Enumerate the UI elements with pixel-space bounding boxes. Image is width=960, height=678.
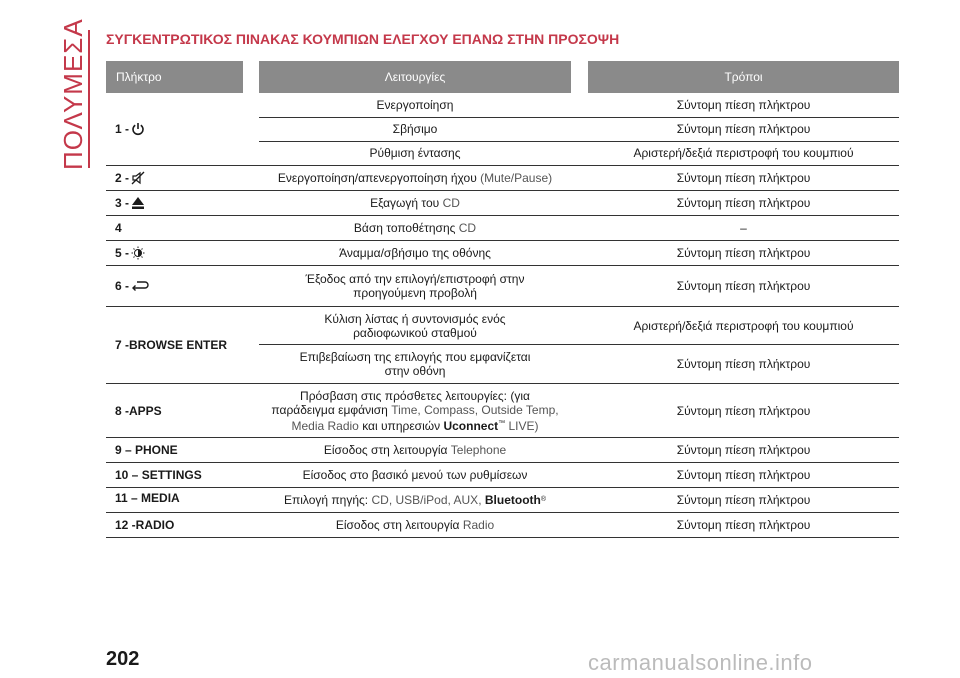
r1-mode-a: Σύντομη πίεση πλήκτρου: [676, 98, 811, 112]
section-divider: [88, 30, 90, 168]
r7-func-a: Κύλιση λίστας ή συντονισμός ενός ραδιοφωνικού σταθμού: [324, 311, 506, 340]
key-12: 12 -RADIO: [115, 518, 175, 532]
r8-func: Πρόσβαση στις πρόσθετες λειτουργίες: (για παράδειγμα εμφάνιση Time, Compass, Outside Temp, Media Radio και υπηρεσιών Uconnect™ LIVE): [271, 388, 559, 433]
r10-mode: Σύντομη πίεση πλήκτρου: [676, 468, 811, 482]
page-number: 202: [106, 648, 140, 670]
r7-mode-b: Σύντομη πίεση πλήκτρου: [676, 357, 811, 371]
display-icon: [131, 246, 145, 260]
key-5: 5 -: [115, 241, 245, 265]
header-mode: Τρόποι: [588, 61, 899, 93]
back-icon: [131, 280, 149, 292]
key-4: 4: [115, 221, 122, 235]
row-divider: [106, 537, 899, 538]
r5-func: Άναμμα/σβήσιμο της οθόνης: [339, 246, 491, 260]
r2-mode: Σύντομη πίεση πλήκτρου: [676, 171, 811, 185]
key-2: 2 -: [115, 166, 245, 190]
eject-icon: [131, 196, 145, 210]
header-key: Πλήκτρο: [106, 61, 243, 93]
r4-func: Βάση τοποθέτησης CD: [353, 221, 477, 235]
r11-mode: Σύντομη πίεση πλήκτρου: [676, 493, 811, 507]
r10-func: Είσοδος στο βασικό μενού των ρυθμίσεων: [302, 468, 528, 482]
power-icon: [131, 122, 145, 136]
section-tab-label: ΠΟΛΥΜΕΣΑ: [58, 18, 88, 170]
watermark: carmanualsonline.info: [588, 650, 813, 675]
r8-mode: Σύντομη πίεση πλήκτρου: [676, 403, 811, 418]
r7-mode-a: Αριστερή/δεξιά περιστροφή του κουμπιού: [633, 318, 854, 333]
key-6: 6 -: [115, 266, 245, 306]
key-7: 7 -BROWSE ENTER: [115, 338, 228, 352]
r9-mode: Σύντομη πίεση πλήκτρου: [676, 443, 811, 457]
r12-func: Είσοδος στη λειτουργία Radio: [335, 518, 495, 532]
key-9: 9 – PHONE: [115, 443, 178, 457]
key-11: 11 – MEDIA: [115, 491, 180, 505]
key-8: 8 -APPS: [115, 403, 162, 418]
r12-mode: Σύντομη πίεση πλήκτρου: [676, 518, 811, 532]
r11-func: Επιλογή πηγής: CD, USB/iPod, AUX, Bluetooth ®: [283, 493, 547, 507]
r1-func-a: Ενεργοποίηση: [376, 98, 454, 112]
page-title: ΣΥΓΚΕΝΤΡΩΤΙΚΟΣ ΠΙΝΑΚΑΣ ΚΟΥΜΠΙΩΝ ΕΛΕΓΧΟΥ ΕΠΑΝΩ ΣΤΗΝ ΠΡΟΣΟΨΗ: [106, 31, 620, 47]
r6-mode: Σύντομη πίεση πλήκτρου: [676, 279, 811, 293]
r3-mode: Σύντομη πίεση πλήκτρου: [676, 196, 811, 210]
section-tab: [57, 18, 89, 170]
r4-mode: –: [740, 221, 747, 235]
key-3: 3 -: [115, 191, 245, 215]
r7-func-b: Επιβεβαίωση της επιλογής που εμφανίζεται στην οθόνη: [299, 350, 531, 378]
r1-func-b: Σβήσιμο: [392, 122, 438, 136]
r5-mode: Σύντομη πίεση πλήκτρου: [676, 246, 811, 260]
r1-mode-b: Σύντομη πίεση πλήκτρου: [676, 122, 811, 136]
r3-func: Εξαγωγή του CD: [370, 196, 460, 210]
r2-func: Ενεργοποίηση/απενεργοποίηση ήχου (Mute/Pause): [277, 171, 553, 185]
r1-mode-c: Αριστερή/δεξιά περιστροφή του κουμπιού: [633, 146, 854, 160]
r6-func: Έξοδος από την επιλογή/επιστροφή στην προηγούμενη προβολή: [305, 272, 525, 300]
r1-func-c: Ρύθμιση έντασης: [369, 146, 461, 160]
mute-icon: [131, 171, 145, 185]
header-function: Λειτουργίες: [259, 61, 571, 93]
r9-func: Είσοδος στη λειτουργία Telephone: [323, 443, 507, 457]
key-1: 1 -: [115, 93, 245, 165]
key-10: 10 – SETTINGS: [115, 468, 202, 482]
